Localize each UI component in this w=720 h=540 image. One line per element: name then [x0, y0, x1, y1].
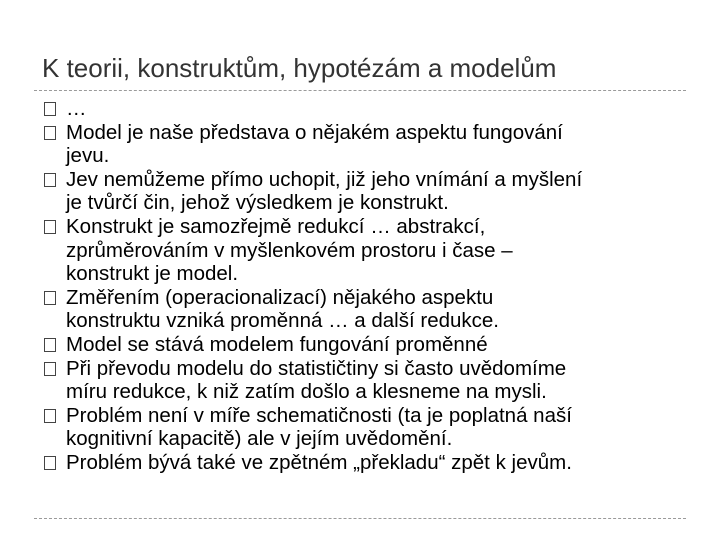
bullet-text: Model je naše představa o nějakém aspektu fungování: [66, 120, 563, 144]
bullet-text: …: [66, 97, 87, 120]
bullet-item: [44, 451, 684, 475]
bullet-text: Při převodu modelu do statističtiny si často uvědomíme: [66, 356, 567, 380]
square-bullet-icon: [44, 291, 56, 305]
bullet-item: [44, 97, 684, 121]
bullet-list: [44, 97, 684, 475]
bullet-text: jevu.: [66, 144, 110, 168]
square-bullet-icon: [44, 126, 56, 140]
bullet-item: [44, 215, 684, 286]
square-bullet-icon: [44, 102, 56, 116]
bullet-item: [44, 333, 684, 357]
bullet-item: [44, 286, 684, 333]
title-divider: [34, 90, 686, 91]
bullet-text: Změřením (operacionalizací) nějakého aspektu: [66, 285, 494, 309]
bullet-text: kognitivní kapacitě) ale v jejím uvědomění.: [66, 427, 453, 451]
square-bullet-icon: [44, 338, 56, 352]
bullet-text: Model se stává modelem fungování proměnné: [66, 332, 488, 356]
bullet-item: [44, 168, 684, 215]
bullet-text: zprůměrováním v myšlenkovém prostoru i čase –: [66, 238, 513, 262]
square-bullet-icon: [44, 173, 56, 187]
bullet-text: Problém není v míře schematičnosti (ta je poplatná naší: [66, 403, 572, 427]
bullet-text: Problém bývá také ve zpětném „překladu“ zpět k jevům.: [66, 450, 572, 474]
bullet-item: [44, 357, 684, 404]
bullet-text: Konstrukt je samozřejmě redukcí … abstrakcí,: [66, 214, 486, 238]
square-bullet-icon: [44, 220, 56, 234]
square-bullet-icon: [44, 362, 56, 376]
bottom-divider: [34, 518, 686, 519]
bullet-text: míru redukce, k niž zatím došlo a klesneme na mysli.: [66, 380, 547, 404]
square-bullet-icon: [44, 409, 56, 423]
bullet-text: konstruktu vzniká proměnná … a další redukce.: [66, 309, 499, 333]
bullet-text: je tvůrčí čin, jehož výsledkem je konstrukt.: [66, 191, 449, 215]
bullet-text: Jev nemůžeme přímo uchopit, již jeho vnímání a myšlení: [66, 167, 583, 191]
square-bullet-icon: [44, 456, 56, 470]
bullet-item: [44, 121, 684, 168]
bullet-item: [44, 404, 684, 451]
slide-title: K teorii, konstruktům, hypotézám a modelům: [42, 53, 557, 83]
bullet-text: konstrukt je model.: [66, 262, 239, 286]
